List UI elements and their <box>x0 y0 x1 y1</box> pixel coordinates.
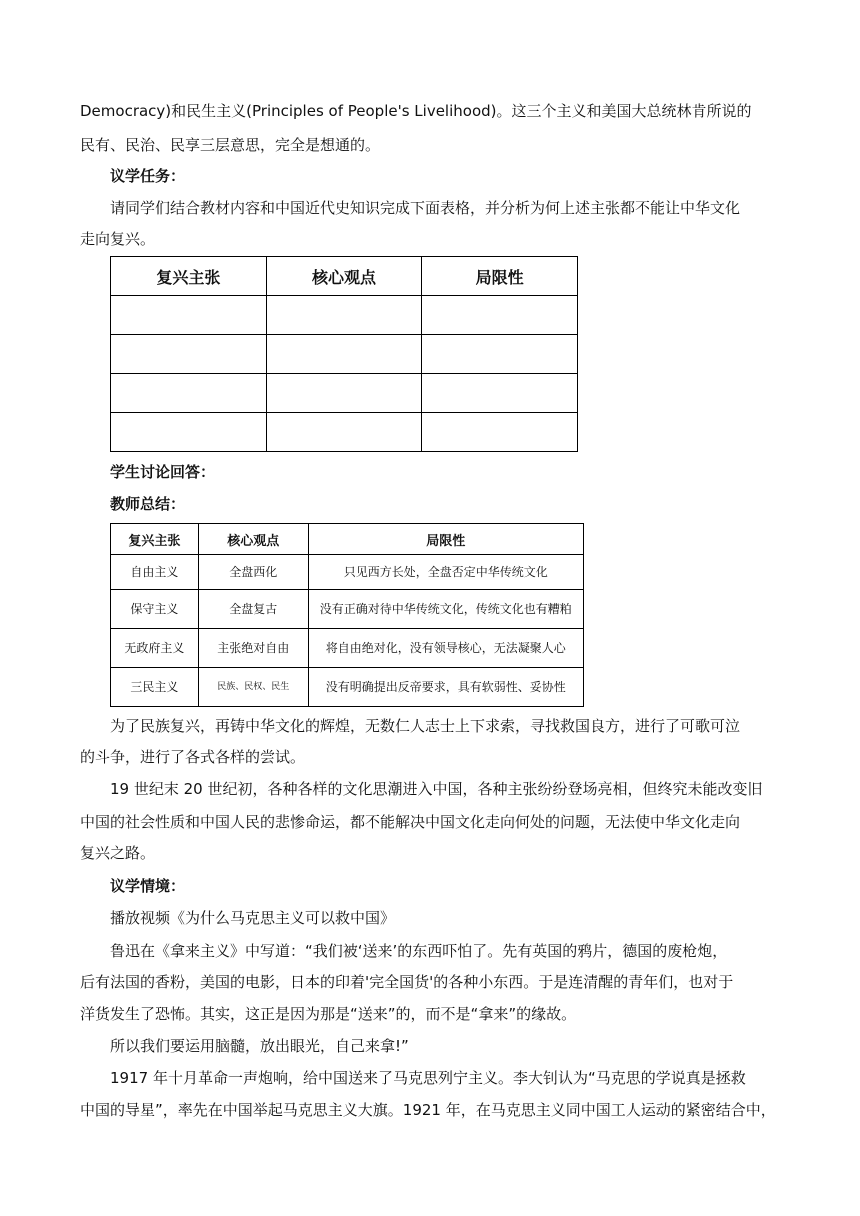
header-limit: 局限性 <box>422 257 578 296</box>
blank-cell[interactable] <box>266 335 422 374</box>
claim-cell: 三民主义 <box>111 668 199 707</box>
blank-cell[interactable] <box>266 413 422 452</box>
limit-cell: 将自由绝对化，没有领导核心，无法凝聚人心 <box>308 629 583 668</box>
view-cell: 全盘复古 <box>198 590 308 629</box>
summary-header-view: 核心观点 <box>198 524 308 555</box>
blank-cell[interactable] <box>111 335 267 374</box>
blank-cell[interactable] <box>111 296 267 335</box>
table-row <box>111 555 584 590</box>
view-cell: 民族、民权、民生 <box>198 668 308 707</box>
table-row <box>111 629 584 668</box>
blank-task-table <box>110 256 578 452</box>
claim-cell: 自由主义 <box>111 555 199 590</box>
blank-cell[interactable] <box>111 374 267 413</box>
blank-cell[interactable] <box>422 374 578 413</box>
blank-cell[interactable] <box>422 296 578 335</box>
summary-header-claim: 复兴主张 <box>111 524 199 555</box>
luxun-line-1: 鲁迅在《拿来主义》中写道：“我们被‘送来’的东西吓怕了。先有英国的鸦片，德国的废枪炮， <box>110 942 728 960</box>
summary-header-limit: 局限性 <box>308 524 583 555</box>
header-claim: 复兴主张 <box>111 257 267 296</box>
century-line-1: 19 世纪末 20 世纪初，各种各样的文化思潮进入中国，各种主张纷纷登场亮相，但终究未能改变旧 <box>110 780 763 798</box>
claim-cell: 无政府主义 <box>111 629 199 668</box>
revival-line-1: 为了民族复兴，再铸中华文化的辉煌，无数仁人志士上下求索，寻找救国良方，进行了可歌可泣 <box>110 717 741 735</box>
table-row <box>111 296 578 335</box>
blank-cell[interactable] <box>111 413 267 452</box>
century-line-2: 中国的社会性质和中国人民的悲惨命运，都不能解决中国文化走向何处的问题，无法使中华文化走向 <box>80 813 741 831</box>
table-row <box>111 374 578 413</box>
summary-header-row <box>111 524 584 555</box>
summary-table <box>110 523 584 707</box>
table-row <box>111 413 578 452</box>
teacher-summary-heading: 教师总结： <box>110 495 186 513</box>
view-cell: 主张绝对自由 <box>198 629 308 668</box>
situation-heading: 议学情境： <box>110 877 186 895</box>
century-line-3: 复兴之路。 <box>80 844 156 862</box>
luxun-line-3: 洋货发生了恐怖。其实，这正是因为那是“送来”的，而不是“拿来”的缘故。 <box>80 1005 577 1023</box>
header-view: 核心观点 <box>266 257 422 296</box>
limit-cell: 没有明确提出反帝要求，具有软弱性、妥协性 <box>308 668 583 707</box>
revival-line-2: 的斗争，进行了各式各样的尝试。 <box>80 748 306 766</box>
blank-cell[interactable] <box>266 296 422 335</box>
blank-cell[interactable] <box>422 413 578 452</box>
october-line-2: 中国的导星”，率先在中国举起马克思主义大旗。1921 年，在马克思主义同中国工人运动的紧密结合中， <box>80 1101 776 1119</box>
intro-line-1: Democracy)和民生主义(Principles of People's Livelihood)。这三个主义和美国大总统林肯所说的 <box>80 102 752 120</box>
task-heading: 议学任务： <box>110 167 186 185</box>
student-answer-heading: 学生讨论回答： <box>110 463 216 481</box>
table-row <box>111 335 578 374</box>
video-line: 播放视频《为什么马克思主义可以救中国》 <box>110 909 396 927</box>
limit-cell: 只见西方长处，全盘否定中华传统文化 <box>308 555 583 590</box>
luxun-line-4: 所以我们要运用脑髓，放出眼光，自己来拿!” <box>110 1037 409 1055</box>
intro-line-2: 民有、民治、民享三层意思，完全是想通的。 <box>80 136 381 154</box>
task-line-2: 走向复兴。 <box>80 230 156 248</box>
october-line-1: 1917 年十月革命一声炮响，给中国送来了马克思列宁主义。李大钊认为“马克思的学说真是拯救 <box>110 1069 746 1087</box>
view-cell: 全盘西化 <box>198 555 308 590</box>
claim-cell: 保守主义 <box>111 590 199 629</box>
table-row <box>111 590 584 629</box>
table-row <box>111 668 584 707</box>
luxun-line-2: 后有法国的香粉，美国的电影，日本的印着'完全国货'的各种小东西。于是连清醒的青年们，也对于 <box>80 973 734 991</box>
task-line-1: 请同学们结合教材内容和中国近代史知识完成下面表格，并分析为何上述主张都不能让中华文化 <box>110 199 741 217</box>
blank-cell[interactable] <box>422 335 578 374</box>
table-header-row <box>111 257 578 296</box>
blank-cell[interactable] <box>266 374 422 413</box>
limit-cell: 没有正确对待中华传统文化，传统文化也有糟粕 <box>308 590 583 629</box>
